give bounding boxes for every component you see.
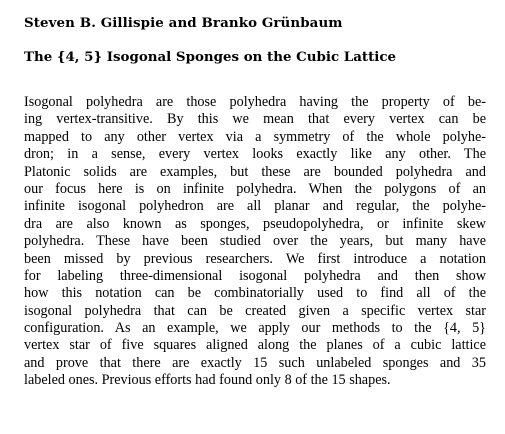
abstract-line: ing vertex-transitive. By this we mean that every vertex can be	[24, 111, 486, 128]
paper-title: The {4, 5} Isogonal Sponges on the Cubic Lattice	[24, 49, 397, 65]
abstract-line: our focus here is on infinite polyhedra. When the polygons of an	[24, 180, 486, 197]
abstract-line: polyhedra. These have been studied over the years, but many have	[24, 233, 486, 250]
abstract-line: isogonal polyhedra that can be created given a specific vertex star	[24, 302, 486, 319]
abstract-line: Isogonal polyhedra are those polyhedra having the property of be-	[24, 94, 486, 110]
abstract-line: and prove that there are exactly 15 such unlabeled sponges and 35	[24, 354, 486, 371]
abstract-line: configuration. As an example, we apply our methods to the {4, 5}	[24, 320, 486, 337]
abstract-line: mapped to any other vertex via a symmetry of the whole polyhe-	[24, 128, 486, 145]
abstract-line: labeled ones. Previous efforts had found only 8 of the 15 shapes.	[24, 372, 391, 389]
abstract-line: been missed by previous researchers. We first introduce a notation	[24, 250, 486, 267]
paper-authors: Steven B. Gillispie and Branko Grünbaum	[24, 15, 343, 31]
abstract-body	[24, 94, 486, 390]
paper-page	[24, 14, 494, 390]
abstract-line: for labeling three-dimensional isogonal polyhedra and then show	[24, 267, 486, 284]
abstract-line: infinite isogonal polyhedron are all planar and regular, the polyhe-	[24, 198, 486, 215]
abstract-line: dron; in a sense, every vertex looks exactly like any other. The	[24, 146, 486, 163]
abstract-line: vertex star of five squares aligned along the planes of a cubic lattice	[24, 337, 486, 354]
abstract-line: how this notation can be combinatorially used to find all of the	[24, 285, 486, 302]
abstract-line: dra are also known as sponges, pseudopolyhedra, or infinite skew	[24, 215, 486, 232]
abstract-line: Platonic solids are examples, but these are bounded polyhedra and	[24, 163, 486, 180]
